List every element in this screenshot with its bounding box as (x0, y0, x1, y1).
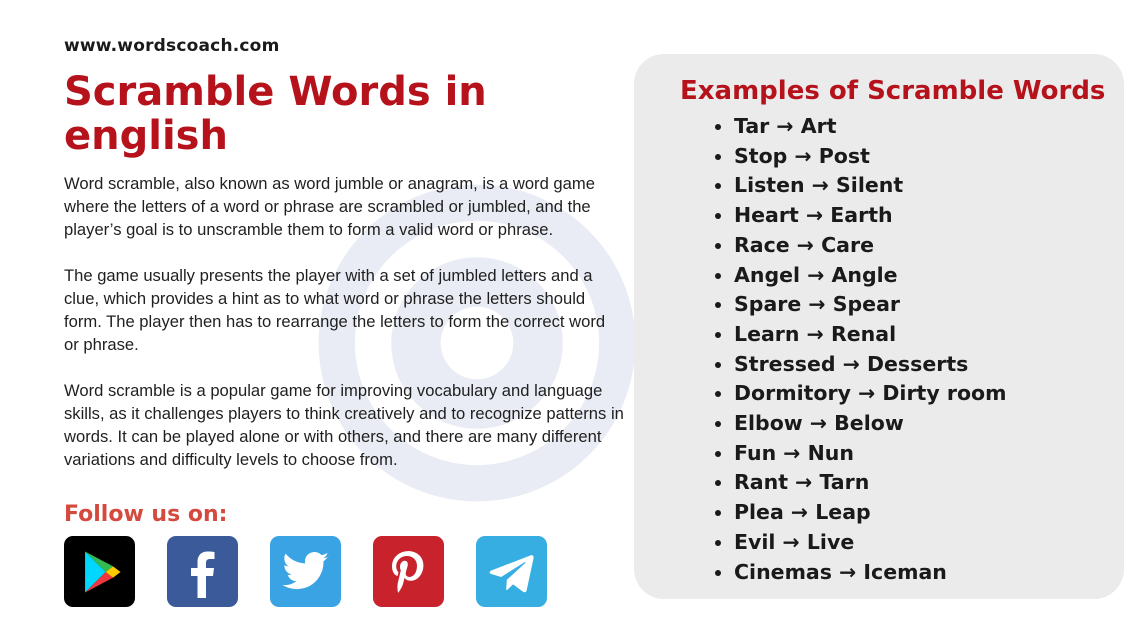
follow-heading: Follow us on: (64, 502, 228, 527)
pinterest-icon[interactable] (373, 536, 444, 607)
description-paragraph: The game usually presents the player with a set of jumbled letters and a clue, which provides a hint as to what word or phrase the letters should form. The player then has to rearrange the letters to form the correct word or phrase. (64, 266, 606, 354)
telegram-icon[interactable] (476, 536, 547, 607)
example-item: • Elbow → Below (734, 409, 1007, 439)
example-item: • Dormitory → Dirty room (734, 379, 1007, 409)
social-links (64, 536, 547, 607)
example-item: • Plea → Leap (734, 498, 1007, 528)
description (64, 172, 624, 494)
site-url[interactable]: www.wordscoach.com (64, 36, 280, 56)
examples-list (716, 112, 1007, 587)
description-paragraph: Word scramble, also known as word jumble or anagram, is a word game where the letters of a word or phrase are scrambled or jumbled, and the player’s goal is to unscramble them to form a valid word or phrase. (64, 174, 595, 239)
example-item: • Learn → Renal (734, 320, 1007, 350)
twitter-icon[interactable] (270, 536, 341, 607)
facebook-icon[interactable] (167, 536, 238, 607)
example-item: • Fun → Nun (734, 439, 1007, 469)
example-item: • Stressed → Desserts (734, 350, 1007, 380)
example-item: • Tar → Art (734, 112, 1007, 142)
example-item: • Race → Care (734, 231, 1007, 261)
example-item: • Heart → Earth (734, 201, 1007, 231)
example-item: • Angel → Angle (734, 261, 1007, 291)
example-item: • Listen → Silent (734, 171, 1007, 201)
description-paragraph: Word scramble is a popular game for improving vocabulary and language skills, as it challenges players to think creatively and to recognize patterns in words. It can be played alone or with others, and there are many different variations and difficulty levels to choose from. (64, 381, 624, 469)
example-item: • Stop → Post (734, 142, 1007, 172)
example-item: • Rant → Tarn (734, 468, 1007, 498)
examples-panel (634, 54, 1124, 599)
google-play-icon[interactable] (64, 536, 135, 607)
example-item: • Spare → Spear (734, 290, 1007, 320)
example-item: • Cinemas → Iceman (734, 558, 1007, 588)
page-title: Scramble Words in english (64, 69, 487, 159)
examples-title: Examples of Scramble Words (680, 76, 1106, 106)
example-item: • Evil → Live (734, 528, 1007, 558)
